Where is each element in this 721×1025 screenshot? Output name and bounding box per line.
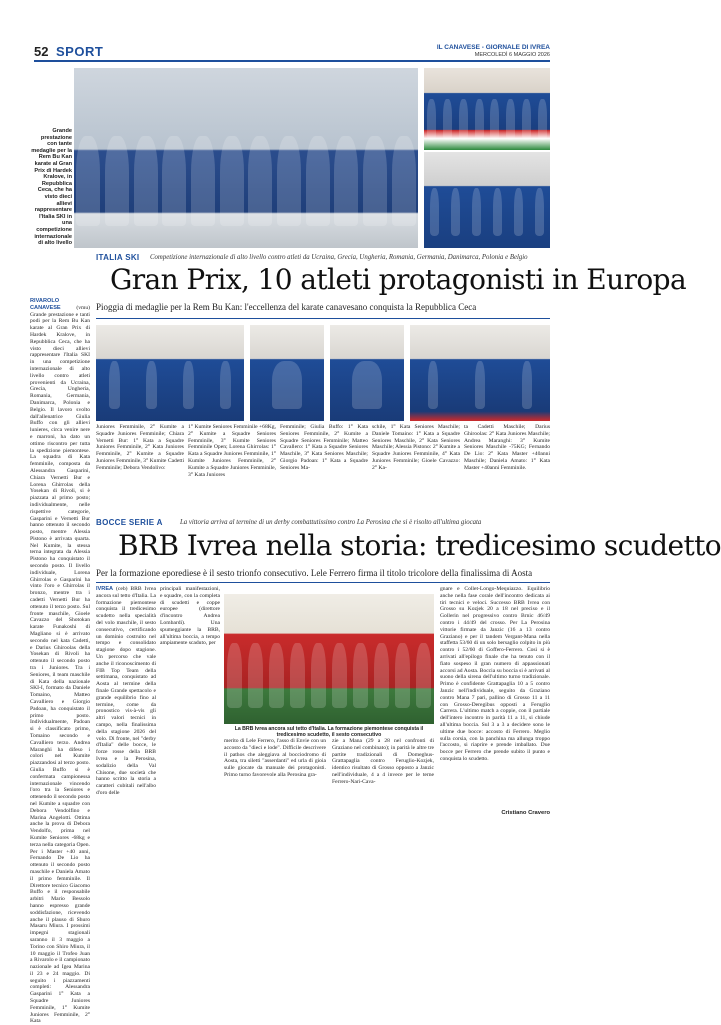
article2-column-4: zie a Mana (29 a 28 nel confronti di Graziano nel combinato); in parità le altre tre partite tradizionali di Domeghus-Grattapaglia contro Feruglio-Kozjek, identico risultato di Grosso opposto a Janzic nell'individuale, 4 a 4 invece per le terne Ferrero-Nari-Cava-: [332, 738, 434, 785]
article1-column-1: [30, 298, 90, 1025]
article1-body-1: (vmu) Grande prestazione e tanti podi per la Rem Bu Kan karate al Gran Prix di Hardek Kralove, in Repubblica Ceca, che ha visto dieci allievi rappresentare l'Italia SKI in una competizione internazionale di alto livello contro atleti provenienti da Ucraina, Grecia, Ungheria, Romania, Germania, Danimarca, Polonia e Belgio. Il lavoro svolto dall'allenatrice Giulia Buffo con gli allievi lunieres, circa venire nere e marroni, ha dato un ottimo riscontro per tutta la spedizione piemontese. La squadra di Kata femminile, composta da Alessandra Gasparini, Chiara Vernetti Bur e Lorena Ghirrolas della Yosekan di Rivoli, si è piazzata al primo posto; individualmente, nelle rispettive categorie, Gasparini e Vernetti Bur hanno ottenuto il secondo posto, mentre Alessia Pistono è arrivata quarta. Nel Kumite, la stessa terna integrata da Alessia Pistono ha conquistato il secondo posto. Il livello individuale, Lorena Ghirrolas e Gasparini ha vinto l'oro e Ghirrolas il bronzo, mentre tra i cadetti Vernetti Bur ha ottenuto il terzo posto. Sul fronte maschile, Gioele Cavazzo del Shotokan karate Funakoshi di Magliano si è arrivato secondo nel kata Cadetti, e Darius Ghiroolas della Yosekan di Rivoli ha ottenuto il secondo posto tra i Juniores. Tra i Seniores, il team maschile di Kata della nazionale SKI-I, formato da Daniele Tomaino, Matteo Cavalliero e Giorgio Padoan, ha conquistato il primo posto. Individualmente, Padoan si è classificato primo, Tomaino secondo e Cavalliero terzo. Andrea Maranghi ha difeso i colori nel Kumite piazzandosi al terzo posto. Giulia Buffo si è confermata campionessa internazionale vincendo l'oro tra la Seniores e ottenendo il secondo posto nel Kumite a squadre con Debora Vendolfino e Marina Angelotti. Ottima anche la prova di Debora Vendolfo, prima nel Kumite Seniores -68kg e terza nella categoria Open. Per i Master +40 anni, Fernando De Lio ha ottenuto il secondo posto maschile e Daniela Amato il primo femminile. Il Direttore tecnico Giacomo Buffo e il responsabile arbitri Mario Bessolo hanno espresso grande soddisfazione, ricevendo anche il plauso di Shuro Masaru Miura. I prossimi impegni stagionali saranno il 3 maggio a Torino con Shiro Miura, il 10 maggio il Trofeo Juan a Rivarolo e il campionato nazionale ad Igea Marina il 23 e 24 maggio. Di seguito i piazzamenti completi: Alessandra Gasparini 1° Kata a Squadre Juniores Femminile, 1° Kumite Juniores Femminile, 2° Kata: [30, 304, 90, 1025]
page-header: [0, 0, 580, 62]
page-number: 52: [34, 44, 49, 59]
team-photo: [74, 68, 418, 248]
article2-kicker-sub: La vittoria arriva al termine di un derby combattutissimo contro La Perosina che si è risolto all'ultima giocata: [180, 519, 482, 526]
article1-headline: Gran Prix, 10 atleti protagonisti in Europa: [110, 263, 687, 296]
article1-dateline: RIVAROLO CANAVESE: [30, 298, 61, 311]
article2-body-1: (ceb) BRB Ivrea ancora sul tetto d'Italia. La formazione piemontese conquista il tredicesimo scudetto nella specialità del volo maschile, il sesto consecutivo, certificando un dominio costruito nel tempo e consolidato stagione dopo stagione. Un percorso che vale anche il riconoscimento di FIB Top Team della settimana, conquistato ad Aosta al termine della finale Grande spettacolo e grande equilibrio fino al termine, come da pronostico vis-à-vis gli altri valori tecnici in campo, nella finalissima della stagione 2026 del volo. Di fronte, nel "derby d'Italia" delle bocce, le forze rosse della BRB Ivrea e la Perosina, sodalizio della Val Chisone, due società che hanno scritto la storia a caratteri cubitali nell'albo d'oro delle: [96, 586, 156, 796]
flag-team-photo: [424, 68, 550, 150]
article1-kicker-sub: Competizione internazionale di alto livello contro atleti da Ucraina, Grecia, Ungheria, Romania, Germania, Danimarca, Polonia e Belgio: [150, 254, 528, 261]
athlete-photo-3: [330, 325, 404, 421]
article2-dateline: IVREA: [96, 586, 114, 592]
newspaper-name: IL CANAVESE - GIORNALE DI IVREA: [436, 44, 550, 51]
article1-column-2: Juniores Femminile, 2° Kumite a Squadre Juniores Femminile; Chiara Vernetti Bur: 1° Kata a Squadre Juniores Femminile, 2° Kata Juniores Femminile, 2° Kumite a Squadre Juniores Femminile, 3° Kumite Cadetti Femminile; Debora Vendolivo:: [96, 424, 184, 471]
article2-column-2: principali manifestazioni, e squadre, con la completa di scudetti e coppe europee (direttore d'incontro Andrea Lombardi). Una spumeggiante la BRB, all'ultima boccia, a tempo ampiamente scaduto, per: [160, 586, 220, 647]
bocce-team-photo: [224, 594, 434, 724]
section-label: SPORT: [56, 44, 104, 59]
athletes-photo-1: [96, 325, 244, 421]
medalists-photo: [424, 152, 550, 248]
athletes-photo-4: [410, 325, 550, 421]
photo-caption: Grande prestazione con tante medaglie per la Rem Bu Kan karate al Gran Prix di Hardek Kralove, in Repubblica Ceca, che ha visto dieci allievi rappresentare l'Italia SKI in una competizione internazionale di alto livello: [31, 128, 72, 247]
header-rule: [34, 60, 550, 62]
article1-subhead: Pioggia di medaglie per la Rem Bu Kan: l'eccellenza del karate canavesano conquista la Repubblica Ceca: [96, 302, 477, 312]
article2-column-1: [96, 586, 156, 818]
article2-headline: BRB Ivrea nella storia: tredicesimo scudetto: [118, 529, 721, 562]
article2-subhead: Per la formazione eporediese è il sesto trionfo consecutivo. Lele Ferrero firma il titolo tricolore della finalissima di Aosta: [96, 568, 533, 578]
article1-column-4: Femminile; Giulia Buffo: 1° Kata Seniores Femminile, 2° Kumite a Squadre Seniores Femminile; Matteo Cavallero: 1° Kata a Squadre Seniores Maschile, 3° Kata Seniores Maschile; Giorgio Padoan: 1° Kata a Squadre Seniores Ma-: [280, 424, 368, 471]
issue-date: MERCOLEDÌ 6 MAGGIO 2026: [474, 52, 550, 58]
article2-byline: Cristiano Cravero: [501, 810, 550, 816]
bocce-photo-caption: La BRB Ivrea ancora sul tetto d'Italia. La formazione piemontese conquista il tredicesimo scudetto, il sesto consecutivo: [234, 726, 424, 738]
athlete-photo-2: [250, 325, 324, 421]
article2-kicker: BOCCE SERIE A: [96, 518, 163, 527]
article1-rule: [96, 318, 550, 319]
article1-column-5: schile, 1° Kata Seniores Maschile; Daniele Tomaino: 1° Kata a Squadre Seniores Maschile, 2° Kata Seniores Maschile; Alessia Pistono: 2° Kumite a Squadre Juniores Femminile, 4° Kata Juniores Femminile; Gioele Cavazzo: 2° Ka-: [372, 424, 460, 471]
article2-column-5: gnare e Collet-Longo-Mequiazzo. Equilibrio anche nella fase corale dell'incontro dedicata ai tiri tecnici e veloci. Successo BRB Ivrea con Grosso su Kozjek 20 a 18 nel preciso e il Gollerin nel progressivo contro Brnic 46/49 contro i 44/49 del crosso. Per La Perosina vittorie firmate da Janzic (16 a 13 contro Graziano) e per il tandem Vergant-Mana nella staffetta 53/60 di un solo bersaglio colpito in più contro i 52/60 di Goffero-Ferrero. Così si è arrivati all'epilogo finale che ha tenuto con il fiato sospeso il gran numero di appassionati accorsi ad Aosta. Boccia su boccia si è arrivati al suono della sirena dell'ultimo turno tradizionale. Primo è confidente Grattapaglia 10 a 5 contro Janzic nell'individuale, seguito da Graziano contro Mana 7 pari, pallino di Grosso 11 a 11 con Grosso-Deregibus opposti a Feruglio Carrera. L'ultimo match a coppie, con il partiale dell'intero incontro in parità 11 a 11, si chiude all'ultima boccia. Sul 3 a 3 a decidere sono le ultime due bocce: accosto di Ferrero. Meglio sulla corsia, con la panchina ma allunga troppo l'accosto, si riaprire e prende imballato. Due bocce per Ferrero che prende subito il punto e conquista lo scudetto.: [440, 586, 550, 762]
article1-column-3: 1° Kumite Seniores Femminile +68Kg, 2° Kumite a Squadre Seniores Femminile, 3° Kumite Seniores Femminile Open; Lorena Ghirrolas: 1° Kata a Squadre Juniores Femminile, 1° Kumite Juniores Femminile, 2° Kumite a Squadre Juniores Femminile, 3° Kata Juniores: [188, 424, 276, 478]
article1-kicker: ITALIA SKI: [96, 253, 140, 262]
article2-column-3: merito di Lele Ferrero, l'asso di Envie con un accosto da "dieci e lode". Difficile descrivere il pathos che aleggiava al bocciodromo di Aosta, tra siletti "asserdanti" ed urla di gioia sulle giocate da manuale dei protagonisti. Primo turno favorevole alla Perosina gra-: [224, 738, 326, 778]
article1-column-6: ta Cadetti Maschile; Darius Ghiroolas: 2° Kata Juniores Maschile; Andrea Maranghi: 3° Kumite Seniores Maschile -75KG; Fernando De Lio: 2° Kata Master +40anni Maschile; Daniela Amato: 1° Kata Master +40anni Femminile.: [464, 424, 550, 471]
article2-rule: [96, 582, 550, 583]
